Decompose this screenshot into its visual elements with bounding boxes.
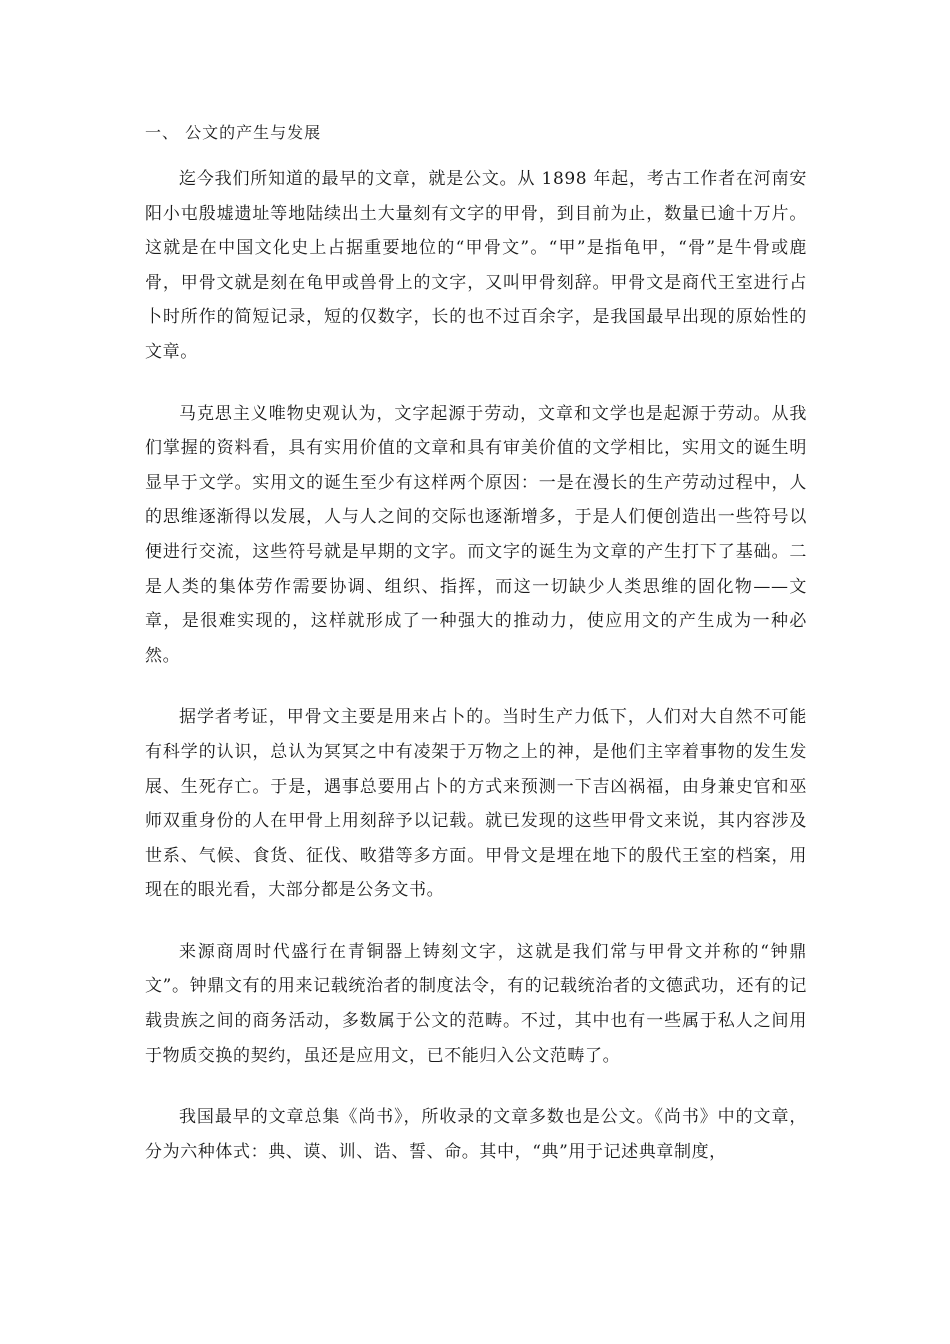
paragraph-oracle-bone-origins: 迄今我们所知道的最早的文章，就是公文。从 1898 年起，考古工作者在河南安阳小屯殷墟遗址等地陆续出土大量刻有文字的甲骨，到目前为止，数量已逾十万片。这就是在中国文化史上占据重要地位的“甲骨文”。“甲”是指龟甲，“骨”是牛骨或鹿骨，甲骨文就是刻在龟甲或兽骨上的文字，又叫甲骨刻辞。甲骨文是商代王室进行占卜时所作的简短记录，短的仅数字，长的也不过百余字，是我国最早出现的原始性的文章。 [145, 169, 807, 362]
paragraph-materialism-origins: 马克思主义唯物史观认为，文字起源于劳动，文章和文学也是起源于劳动。从我们掌握的资料看，具有实用价值的文章和具有审美价值的文学相比，实用文的诞生明显早于文学。实用文的诞生至少有这样两个原因：一是在漫长的生产劳动过程中，人的思维逐渐得以发展，人与人之间的交际也逐渐增多，于是人们便创造出一些符号以便进行交流，这些符号就是早期的文字。而文字的诞生为文章的产生打下了基础。二是人类的集体劳作需要协调、组织、指挥，而这一切缺少人类思维的固化物——文章，是很难实现的，这样就形成了一种强大的推动力，使应用文的产生成为一种必然。 [145, 403, 807, 666]
paragraph-shangshu: 我国最早的文章总集《尚书》，所收录的文章多数也是公文。《尚书》中的文章，分为六种体式：典、谟、训、诰、誓、命。其中，“典”用于记述典章制度， [145, 1107, 807, 1162]
paragraph-divination-records: 据学者考证，甲骨文主要是用来占卜的。当时生产力低下，人们对大自然不可能有科学的认识，总认为冥冥之中有凌架于万物之上的神，是他们主宰着事物的发生发展、生死存亡。于是，遇事总要用占卜的方式来预测一下吉凶祸福，由身兼史官和巫师双重身份的人在甲骨上用刻辞予以记载。就已发现的这些甲骨文来说，其内容涉及世系、气候、食货、征伐、畋猎等多方面。甲骨文是埋在地下的殷代王室的档案，用现在的眼光看，大部分都是公务文书。 [145, 707, 807, 901]
section-heading: 一、 公文的产生与发展 [145, 123, 322, 142]
paragraph-bronze-inscriptions: 来源商周时代盛行在青铜器上铸刻文字，这就是我们常与甲骨文并称的“钟鼎文”。钟鼎文有的用来记载统治者的制度法令，有的记载统治者的文德武功，还有的记载贵族之间的商务活动，多数属于公文的范畴。不过，其中也有一些属于私人之间用于物质交换的契约，虽还是应用文，已不能归入公文范畴了。 [145, 941, 807, 1066]
document-page [145, 118, 807, 1196]
